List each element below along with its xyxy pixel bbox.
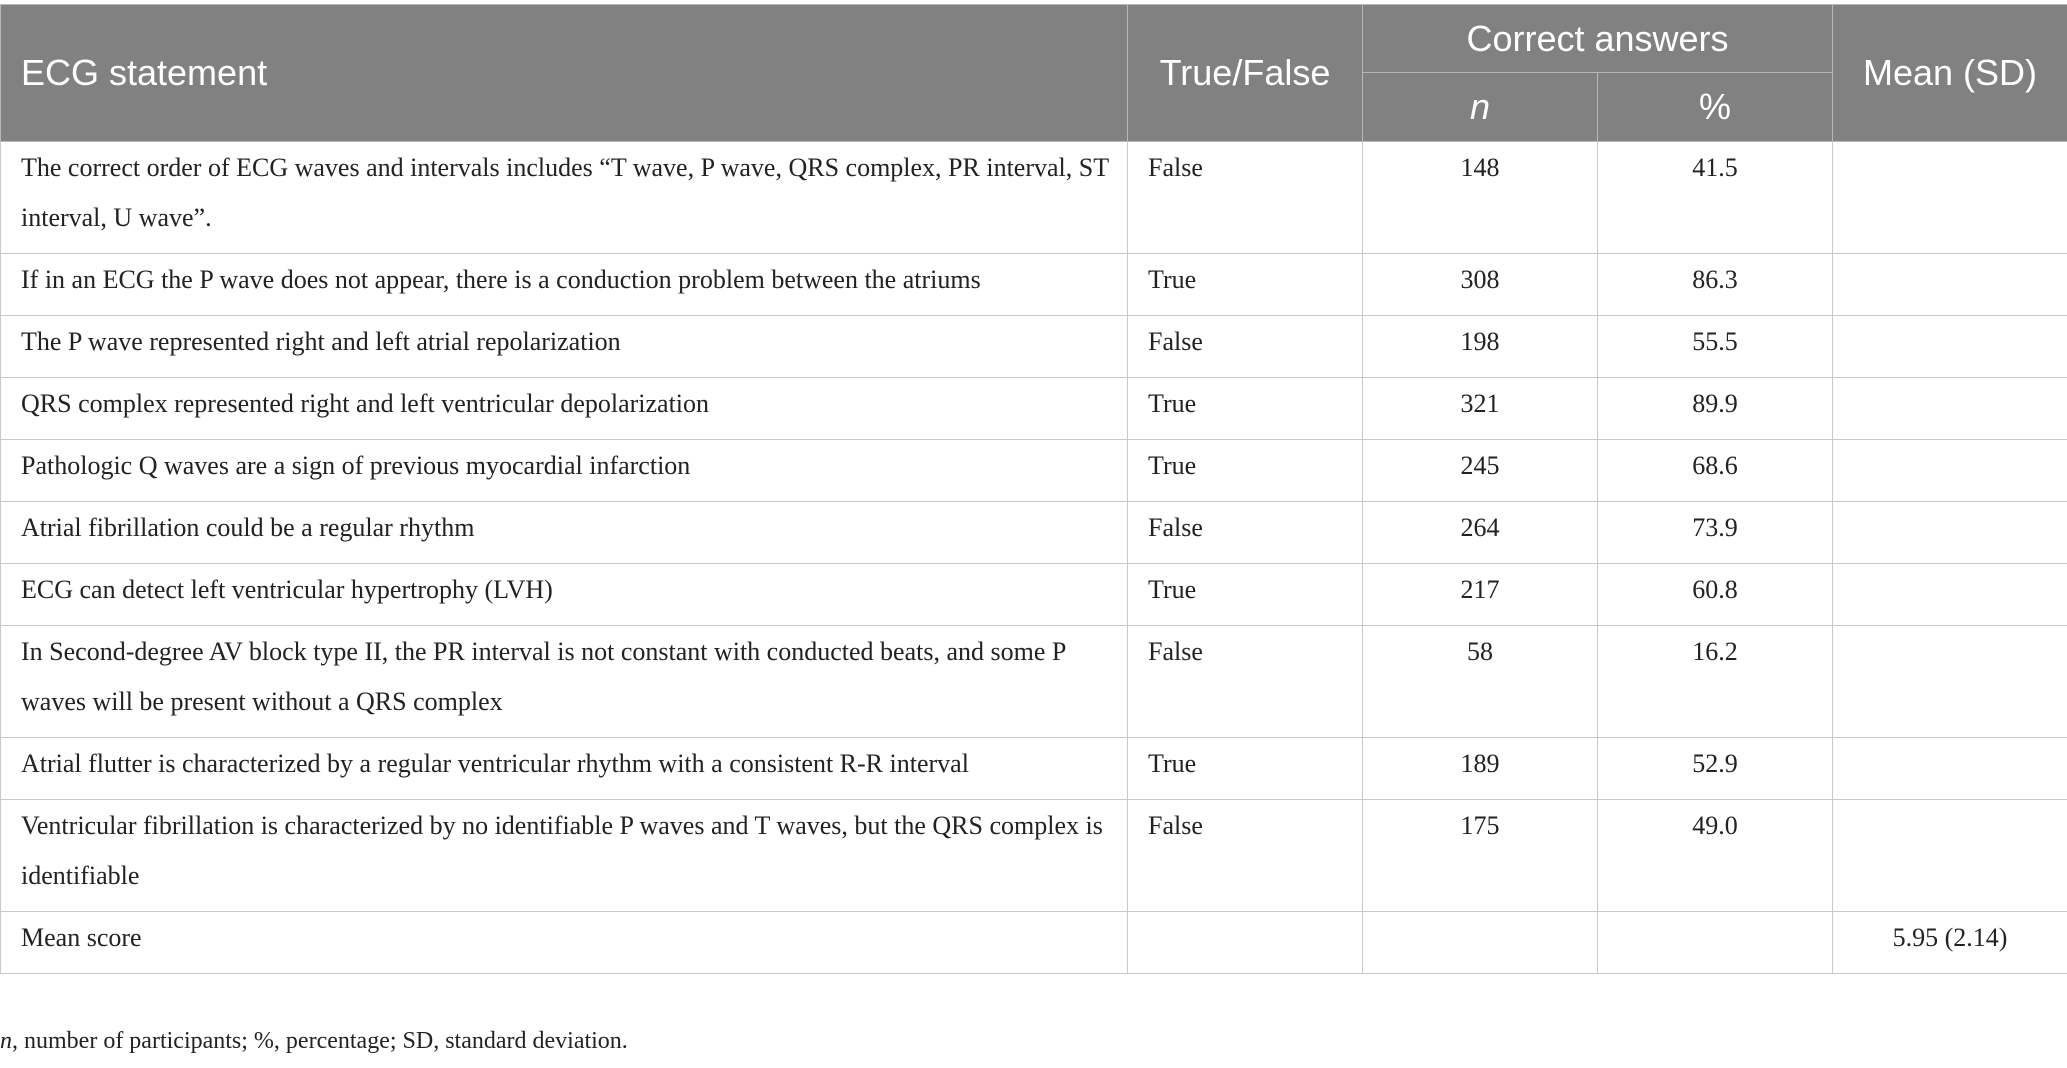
cell-percent-text: 60.8: [1692, 575, 1738, 604]
cell-percent-text: 55.5: [1692, 327, 1738, 356]
cell-n: [1363, 142, 1598, 254]
header-row-top: [1, 5, 2067, 73]
table-row: [1, 912, 2067, 974]
cell-percent: [1598, 564, 1833, 626]
cell-mean-sd: [1833, 142, 2067, 254]
cell-percent: [1598, 378, 1833, 440]
cell-n: [1363, 626, 1598, 738]
cell-true-false-text: True: [1148, 575, 1197, 604]
cell-true-false-text: False: [1148, 153, 1203, 182]
cell-mean-sd: [1833, 316, 2067, 378]
cell-n-text: 217: [1460, 575, 1500, 604]
cell-statement: [1, 626, 1128, 738]
cell-percent: [1598, 440, 1833, 502]
table-row: [1, 316, 2067, 378]
cell-true-false: [1128, 738, 1363, 800]
footnote-n-symbol: n: [0, 1028, 12, 1054]
table-row: [1, 254, 2067, 316]
table-body: [1, 142, 2067, 974]
cell-mean-sd: [1833, 440, 2067, 502]
header-percent: %: [1598, 73, 1833, 142]
cell-true-false-text: False: [1148, 811, 1203, 840]
cell-statement-text: Atrial flutter is characterized by a regular ventricular rhythm with a consistent R-R interval: [21, 749, 969, 778]
cell-true-false: [1128, 800, 1363, 912]
cell-statement: [1, 440, 1128, 502]
cell-mean-sd: [1833, 912, 2067, 974]
table-row: [1, 626, 2067, 738]
cell-statement-text: Atrial fibrillation could be a regular rhythm: [21, 513, 475, 542]
cell-percent: [1598, 254, 1833, 316]
cell-mean-sd: [1833, 378, 2067, 440]
table-header: [1, 5, 2067, 142]
cell-true-false: [1128, 626, 1363, 738]
cell-n: [1363, 912, 1598, 974]
cell-mean-sd: [1833, 800, 2067, 912]
cell-true-false-text: True: [1148, 389, 1197, 418]
cell-true-false: [1128, 254, 1363, 316]
cell-n-text: 245: [1460, 451, 1500, 480]
cell-true-false: [1128, 316, 1363, 378]
cell-percent: [1598, 912, 1833, 974]
cell-percent-text: 49.0: [1692, 811, 1738, 840]
table-row: [1, 738, 2067, 800]
cell-n: [1363, 316, 1598, 378]
cell-true-false-text: True: [1148, 265, 1197, 294]
table-row: [1, 502, 2067, 564]
cell-statement-text: ECG can detect left ventricular hypertrophy (LVH): [21, 575, 553, 604]
cell-n: [1363, 564, 1598, 626]
table-row: [1, 440, 2067, 502]
header-true-false: True/False: [1128, 5, 1363, 142]
table-row: [1, 378, 2067, 440]
cell-true-false: [1128, 502, 1363, 564]
cell-true-false: [1128, 378, 1363, 440]
cell-n-text: 198: [1460, 327, 1500, 356]
cell-percent: [1598, 626, 1833, 738]
cell-n: [1363, 440, 1598, 502]
cell-n-text: 308: [1460, 265, 1500, 294]
cell-percent: [1598, 502, 1833, 564]
cell-n-text: 321: [1460, 389, 1500, 418]
cell-statement-text: Pathologic Q waves are a sign of previous myocardial infarction: [21, 451, 691, 480]
cell-percent: [1598, 316, 1833, 378]
header-ecg-statement: ECG statement: [1, 5, 1128, 142]
cell-statement-text: The P wave represented right and left atrial repolarization: [21, 327, 621, 356]
cell-n: [1363, 800, 1598, 912]
cell-statement: [1, 912, 1128, 974]
cell-true-false-text: True: [1148, 451, 1197, 480]
cell-mean-sd: [1833, 254, 2067, 316]
table-row: [1, 142, 2067, 254]
table-row: [1, 800, 2067, 912]
footnote-text: , number of participants; %, percentage; SD, standard deviation.: [12, 1028, 628, 1054]
cell-statement: [1, 564, 1128, 626]
table-container: [0, 4, 2067, 974]
cell-mean-sd: [1833, 502, 2067, 564]
table-footnote: [0, 1028, 628, 1055]
header-correct-answers: Correct answers: [1363, 5, 1833, 73]
cell-statement-text: In Second-degree AV block type II, the PR interval is not constant with conducted beats, and some P waves will be present without a QRS complex: [21, 637, 1066, 716]
cell-percent: [1598, 738, 1833, 800]
header-mean-sd: Mean (SD): [1833, 5, 2067, 142]
cell-true-false-text: False: [1148, 513, 1203, 542]
cell-percent-text: 68.6: [1692, 451, 1738, 480]
cell-true-false: [1128, 912, 1363, 974]
cell-n-text: 189: [1460, 749, 1500, 778]
table-row: [1, 564, 2067, 626]
cell-statement-text: The correct order of ECG waves and intervals includes “T wave, P wave, QRS complex, PR interval, ST interval, U wave”.: [21, 153, 1109, 232]
cell-statement: [1, 738, 1128, 800]
cell-statement: [1, 316, 1128, 378]
cell-mean-sd: [1833, 564, 2067, 626]
cell-n-text: 148: [1460, 153, 1500, 182]
cell-true-false: [1128, 440, 1363, 502]
cell-true-false-text: False: [1148, 637, 1203, 666]
cell-true-false: [1128, 564, 1363, 626]
cell-percent-text: 86.3: [1692, 265, 1738, 294]
cell-percent-text: 89.9: [1692, 389, 1738, 418]
cell-percent: [1598, 800, 1833, 912]
cell-mean-sd: [1833, 738, 2067, 800]
cell-n-text: 264: [1460, 513, 1500, 542]
cell-percent-text: 16.2: [1692, 637, 1738, 666]
cell-statement: [1, 142, 1128, 254]
cell-mean-sd: [1833, 626, 2067, 738]
cell-statement-text: If in an ECG the P wave does not appear, there is a conduction problem between the atriums: [21, 265, 981, 294]
cell-percent: [1598, 142, 1833, 254]
cell-percent-text: 73.9: [1692, 513, 1738, 542]
header-n: n: [1363, 73, 1598, 142]
cell-true-false: [1128, 142, 1363, 254]
cell-statement: [1, 502, 1128, 564]
cell-true-false-text: False: [1148, 327, 1203, 356]
cell-n: [1363, 378, 1598, 440]
cell-n: [1363, 502, 1598, 564]
cell-mean-sd-text: 5.95 (2.14): [1892, 923, 2008, 952]
cell-statement-text: QRS complex represented right and left ventricular depolarization: [21, 389, 710, 418]
cell-percent-text: 52.9: [1692, 749, 1738, 778]
cell-statement-text: Mean score: [21, 923, 142, 952]
cell-statement: [1, 800, 1128, 912]
cell-n-text: 175: [1460, 811, 1500, 840]
ecg-statements-table: [0, 4, 2067, 974]
cell-statement: [1, 378, 1128, 440]
cell-n-text: 58: [1467, 637, 1493, 666]
cell-n: [1363, 254, 1598, 316]
cell-n: [1363, 738, 1598, 800]
cell-statement: [1, 254, 1128, 316]
cell-true-false-text: True: [1148, 749, 1197, 778]
cell-statement-text: Ventricular fibrillation is characterized by no identifiable P waves and T waves, but the QRS complex is identifiable: [21, 811, 1103, 890]
cell-percent-text: 41.5: [1692, 153, 1738, 182]
